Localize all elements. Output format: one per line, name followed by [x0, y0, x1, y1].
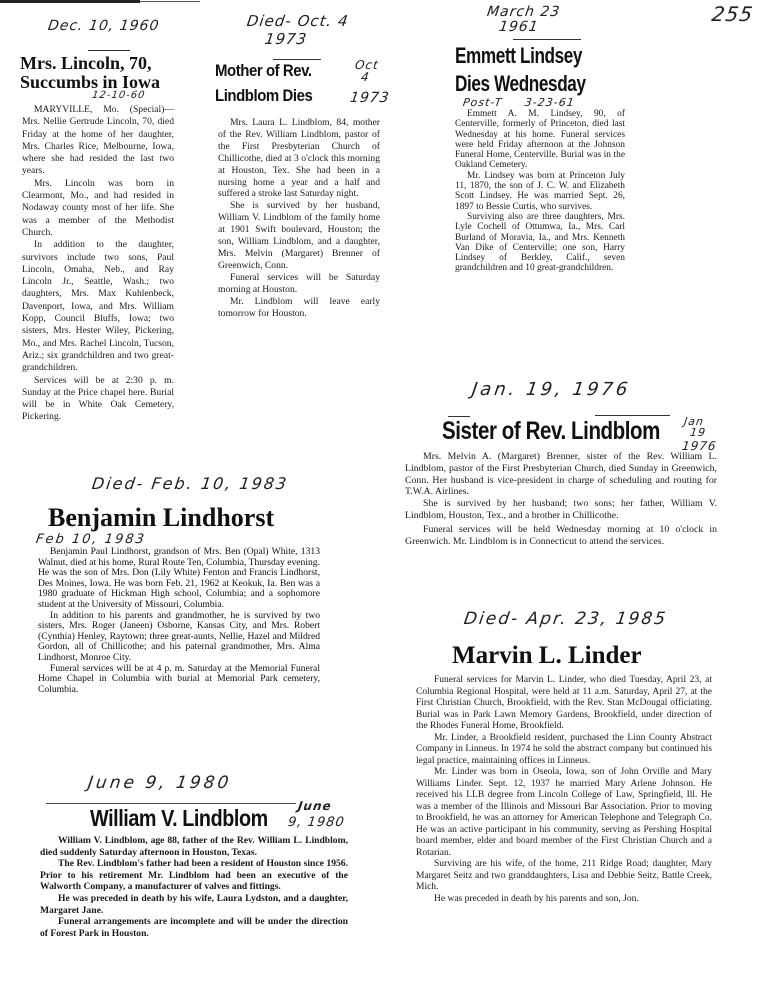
paragraph: Mrs. Laura L. Lindblom, 84, mother of the Rev. William Lindblom, pastor of the First Presbyterian Church of Chillicothe, died at 3 o'clock this morning at Houston, Tex. She had been in a nursing home a year and a half and suffered a stroke last Saturday night.	[218, 117, 380, 200]
paragraph: The Rev. Lindblom's father had been a resident of Houston since 1956. Prior to his retirement Mr. Lindblom had been an executive of the Walworth Company, a manufacturer of valves and fittings.	[40, 858, 348, 893]
clipping-marvin-linder	[412, 605, 722, 965]
paragraph: Benjamin Paul Lindhorst, grandson of Mrs. Ben (Opal) White, 1313 Walnut, died at his home, Rural Route Ten, Columbia, Thursday evening. He was the son of Mrs. Don (Lily White) Fenton and Francis Lindhorst, Des Moines, Iowa. He was born Feb. 21, 1962 at Keokuk, Ia. Ben was a 1980 graduate of Hickman High school, Columbia; and a sophomore student at the University of Missouri, Columbia.	[38, 546, 320, 610]
paragraph: MARYVILLE, Mo. (Special)— Mrs. Nellie Gertrude Lincoln, 70, died Friday at the home of her daughter, Mrs. Charles Rice, Melbourne, Iowa, where she had resided the last two years.	[22, 104, 174, 177]
headline: Sister of Rev. Lindblom	[442, 417, 660, 445]
paragraph: Mr. Linder was born in Oseola, Iowa, son of John Orville and Mary Williams Linder. Sept. 12, 1937 he married Mary Arlene Johnson. He received his LLB degree from Lincoln College of Law, Springfield, Ill. He was a member of the Illinois and Missouri Bar Association. Prior to moving to Brookfield, he was an attorney for American Telephone and Telegraph Co. He was an active participant in his community, serving as Pershing Hospital board member, elder and board member of the First Christian Church and a Rotarian.	[416, 767, 712, 858]
paragraph: Funeral services for Marvin L. Linder, who died Tuesday, April 23, at Columbia Regional Hospital, were held at 11 a.m. Saturday, April 27, at the First Christian Church, Brookfield, with the Rev. Stan McDougal officiating. Burial was in Park Lawn Memory Gardens, Brookfield, under direction of the Rhodes Funeral Home, Brookfield.	[416, 675, 712, 731]
paragraph: Surviving are his wife, of the home, 211 Ridge Road; daughter, Mary Margaret Seitz and two granddaughters, Lisa and Debbie Seitz, Battle Creek, Mich.	[416, 859, 712, 892]
article-body	[22, 104, 174, 424]
article-body	[218, 117, 380, 319]
clipping-benjamin-lindhorst	[36, 460, 366, 730]
headline-line: Dies Wednesday	[455, 71, 586, 96]
clipping-laura-lindblom	[215, 0, 390, 380]
divider-rule	[46, 803, 296, 804]
handwritten-year: 1973	[263, 30, 309, 48]
paragraph: He was preceded in death by his parents and son, Jon.	[434, 893, 639, 904]
article-body	[455, 109, 625, 274]
handwritten-date: March 23	[485, 4, 562, 20]
margin-note: 1976	[681, 439, 718, 453]
clipping-william-v-lindblom	[40, 765, 360, 975]
margin-note: June	[297, 799, 333, 813]
margin-note: 4	[360, 70, 371, 84]
paragraph: He was preceded in death by his wife, Laura Lydston, and a daughter, Margaret Jane.	[40, 892, 348, 916]
paragraph: Funeral arrangements are incomplete and will be under the direction of Forest Park in Houston.	[40, 916, 348, 939]
clipping-margaret-brenner	[400, 375, 730, 575]
paragraph: In addition to the daughter, survivors include two sons, Paul Lincoln, Omaha, Neb., and Ray Lincoln Jr., Seattle, Wash.; two daughters, Mrs. Max Kuhlenbeck, Davenport, Iowa, and Mrs. William Kopp, Council Bluffs, Iowa; two sisters, Mrs. Hester Wiley, Pickering, Mo., and Mrs. Rachel Lincoln, Tucson, Ariz.; six grandchildren and two great-grandchildren.	[22, 239, 174, 374]
article-body	[40, 835, 348, 939]
page-number-note: 255	[710, 2, 755, 26]
paragraph: Funeral services will be held Wednesday morning at 10 o'clock in Greenwich. Mr. Lindblom is in Connecticut to attend the services.	[405, 523, 717, 547]
paragraph: Mrs. Lincoln was born in Clearmont, Mo., and had resided in Nodaway county most of her life. She was a member of the Methodist Church.	[22, 177, 174, 238]
divider-rule	[88, 50, 130, 51]
scan-edge-line	[0, 0, 140, 3]
headline: William V. Lindblom	[90, 805, 268, 831]
handwritten-year: 1961	[497, 19, 540, 35]
handwritten-date: Died- Oct. 4	[245, 12, 350, 30]
handwritten-date: Dec. 10, 1960	[46, 18, 161, 34]
headline-line: Mother of Rev.	[215, 61, 312, 80]
paragraph: Mr. Lindsey was born at Princeton July 11, 1870, the son of J. C. W. and Elizabeth Scott Lindsey. He was married Sept. 26, 1897 to Bessie Curtis, who survives.	[455, 170, 625, 212]
handwritten-date: June 9, 1980	[86, 773, 233, 793]
margin-note: 1973	[348, 90, 391, 106]
paragraph: Surviving also are three daughters, Mrs. Lyle Cochell of Ottumwa, Ia., Mrs. Carl Burland of Moravia, Ia., and Mrs. Kenneth Van Dike of Centerville; one son, Harry Lindsey of Berkley, Calif., seven grandchildren and 10 great-grandchildren.	[455, 211, 625, 274]
paragraph: William V. Lindblom, age 88, father of the Rev. William L. Lindblom, died suddenly Saturday afternoon in Houston, Texas.	[40, 835, 348, 858]
paragraph: In addition to his parents and grandmother, he is survived by two sisters, Mrs. Roger (Janeen) Osborne, Kansas City, and Mrs. Robert (Cynthia) Henley, Raytown; three great-aunts, Nellie, Hazel and Mildred Gordon, all of Chillicothe; and his paternal grandmother, Mrs. Alma Lindhorst, Monroe City.	[38, 609, 320, 663]
clipping-emmett-lindsey	[455, 0, 635, 310]
paragraph: She is survived by her husband, William V. Lindblom of the family home at 1901 Swift boulevard, Houston; the son, William Lindblom, and a daughter, Mrs. Melvin (Margaret) Brenner of Greenwich, Conn.	[218, 200, 380, 271]
paragraph: Mrs. Melvin A. (Margaret) Brenner, sister of the Rev. William L. Lindblom, pastor of the First Presbyterian Church, died Sunday in Greenwich, Conn. Her husband is vice-president in charge of scheduling and routing for T.W.A. Airlines.	[405, 451, 717, 498]
handwritten-date: Jan. 19, 1976	[470, 379, 632, 400]
paragraph: Mr. Linder, a Brookfield resident, purchased the Linn County Abstract Company in Linneus. In 1974 he sold the abstract company but continued his legal practice, maintaining offices in Linneus.	[416, 732, 712, 766]
headline-line: Mrs. Lincoln, 70,	[20, 53, 152, 73]
paragraph: Mr. Lindblom will leave early tomorrow for Houston.	[218, 295, 380, 319]
paragraph: Services will be at 2:30 p. m. Sunday at the Price chapel here. Burial will be in White Oak Cemetery, Pickering.	[22, 374, 174, 423]
scan-edge-line	[140, 1, 200, 2]
headline	[455, 42, 634, 98]
headline-line: Succumbs in Iowa	[20, 71, 161, 92]
margin-note: 19	[689, 426, 707, 439]
headline: Benjamin Lindhorst	[48, 503, 275, 532]
margin-note: Feb 10, 1983	[34, 532, 147, 547]
paragraph: Emmett A. M. Lindsey, 90, of Centerville, formerly of Princeton, died last Wednesday at his home. Funeral services were held Friday afternoon at the Johnson Funeral Home, Centerville. Burial was in the Oakland Cemetery.	[455, 109, 625, 171]
handwritten-date: Died- Feb. 10, 1983	[90, 474, 290, 493]
article-body	[405, 451, 717, 547]
divider-rule	[513, 39, 581, 40]
article-body	[38, 547, 320, 695]
clipping-lincoln	[20, 10, 180, 430]
margin-note: 12-10-60	[91, 90, 147, 101]
paragraph: Funeral services will be Saturday morning at Houston.	[218, 271, 380, 295]
divider-rule	[595, 415, 670, 416]
handwritten-date: Died- Apr. 23, 1985	[462, 609, 669, 629]
margin-note: 9, 1980	[286, 815, 346, 830]
margin-note: Jan	[683, 415, 705, 428]
divider-rule	[273, 59, 321, 60]
headline: Marvin L. Linder	[452, 642, 642, 669]
paragraph: Funeral services will be at 4 p. m. Saturday at the Memorial Funeral Home Chapel in Columbia with burial at Memorial Park cemetery, Columbia.	[38, 662, 320, 695]
headline-line: Emmett Lindsey	[455, 43, 583, 68]
headline-line: Lindblom Dies	[215, 85, 313, 105]
headline	[20, 54, 190, 92]
margin-note: Post-T 3-23-61	[462, 96, 576, 109]
margin-note: Oct	[354, 58, 380, 72]
article-body	[416, 675, 712, 905]
paragraph: She is survived by her husband; two sons; her father, William V. Lindblom, Houston, Tex., and a brother in Chillicothe.	[405, 498, 717, 521]
